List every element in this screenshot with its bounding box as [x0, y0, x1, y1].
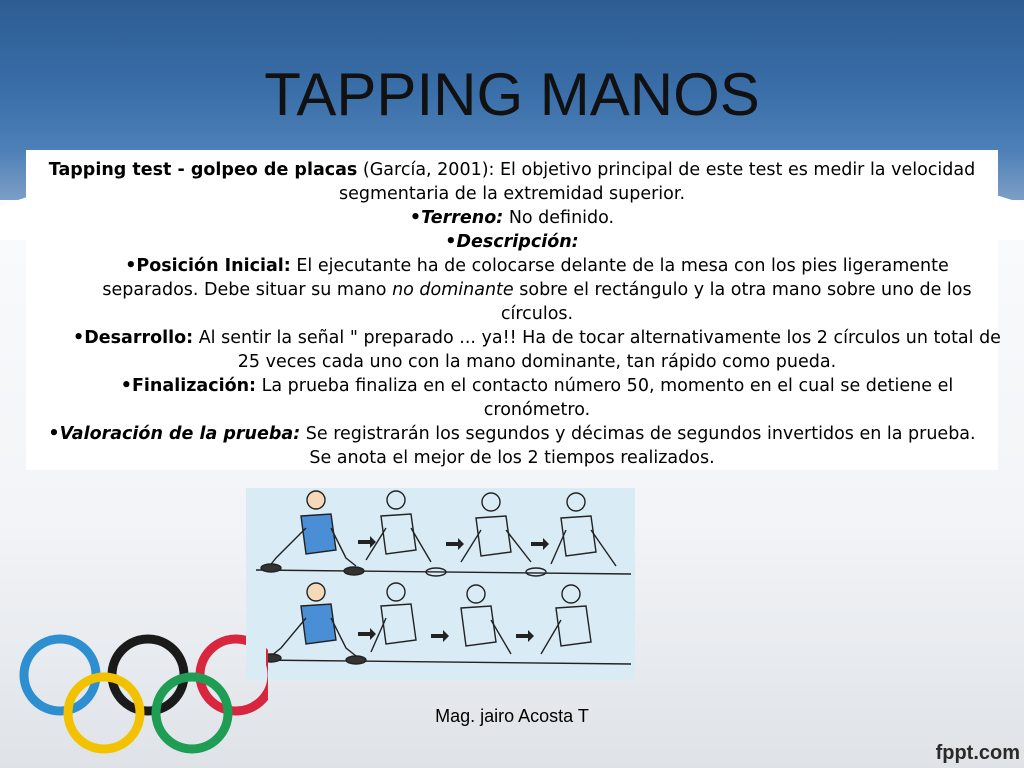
paragraph-intro: [40, 158, 984, 206]
terreno-label: •Terreno:: [409, 208, 504, 228]
intro-text: (García, 2001): El objetivo principal de este test es medir la velocidad segmentaria de la extremidad superior.: [338, 160, 976, 204]
paragraph-valoracion: [40, 422, 984, 470]
illustration-overlap: [246, 630, 266, 680]
author-credit: Mag. jairo Acosta T: [435, 706, 589, 726]
olympic-rings-icon: [18, 630, 268, 765]
intro-bold: Tapping test - golpeo de placas: [48, 160, 358, 180]
posicion-text-2: sobre el rectángulo y la otra mano sobre uno de los círculos.: [500, 280, 972, 324]
posicion-italic: no dominante: [392, 280, 514, 300]
finalizacion-label: •Finalización:: [120, 376, 257, 396]
valoracion-label: •Valoración de la prueba:: [48, 424, 301, 444]
valoracion-text: Se registrarán los segundos y décimas de segundos invertidos en la prueba. Se anota el mejor de los 2 tiempos realizados.: [300, 424, 976, 468]
descripcion-label: •Descripción:: [445, 232, 579, 252]
illustration-svg: [246, 488, 635, 680]
rings-svg: [18, 630, 268, 760]
paragraph-desarrollo: [70, 326, 1004, 374]
desarrollo-label: •Desarrollo:: [73, 328, 194, 348]
paragraph-finalizacion: [90, 374, 984, 422]
terreno-text: No definido.: [503, 208, 615, 228]
watermark: fppt.com: [935, 742, 1020, 764]
tapping-test-illustration: [246, 488, 635, 680]
paragraph-posicion: [90, 254, 984, 326]
posicion-label: •Posición Inicial:: [125, 256, 291, 276]
posicion-text-1: El ejecutante ha de colocarse delante de la mesa con los pies ligeramente separados. Debe situar su mano: [102, 256, 949, 300]
paragraph-terreno: [40, 206, 984, 230]
slide-title: TAPPING MANOS: [264, 61, 760, 128]
finalizacion-text: La prueba finaliza en el contacto número 50, momento en el cual se detiene el cronómetro.: [256, 376, 954, 420]
paragraph-descripcion: [40, 230, 984, 254]
desarrollo-text: Al sentir la señal " preparado ... ya!! Ha de tocar alternativamente los 2 círculos un total de 25 veces cada uno con la mano dominante, tan rápido como pueda.: [193, 328, 1001, 372]
